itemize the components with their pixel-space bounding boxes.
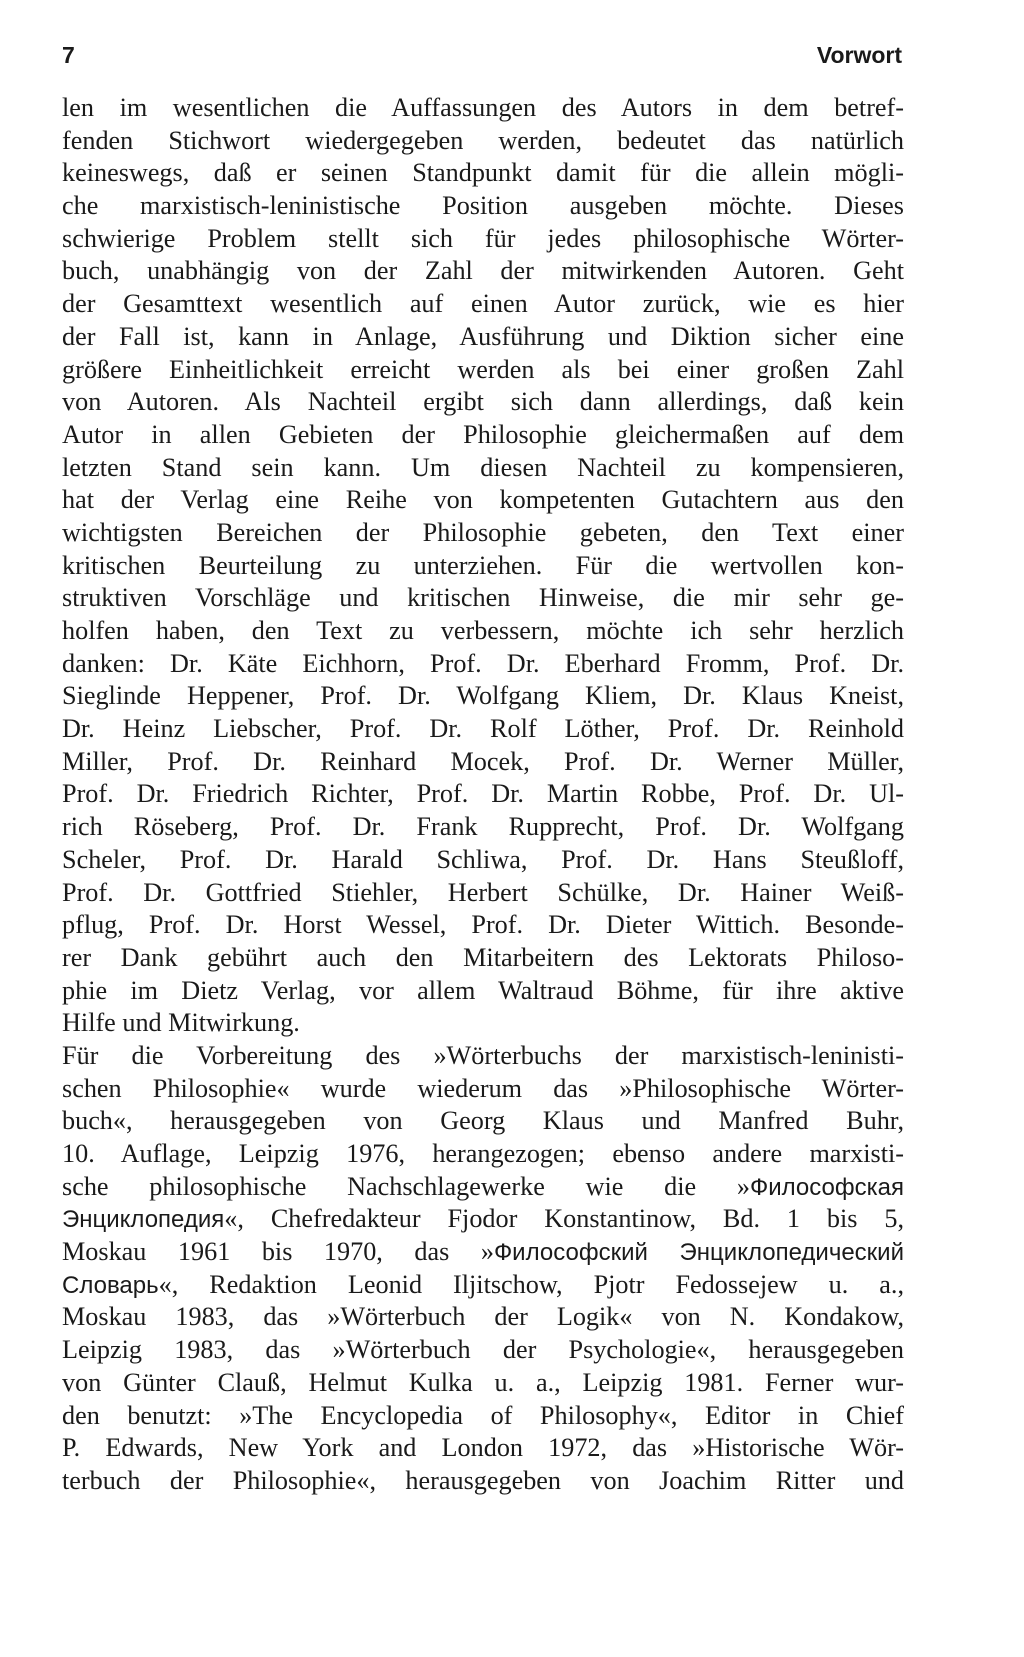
- text-line: Autor in allen Gebieten der Philosophie gleichermaßen auf dem: [62, 419, 904, 449]
- text-segment: sche philosophische Nachschlagewerke wie die »: [62, 1171, 750, 1201]
- text-line: terbuch der Philosophie«, herausgegeben von Joachim Ritter und: [62, 1465, 904, 1495]
- text-line: den benutzt: »The Encyclopedia of Philosophy«, Editor in Chief: [62, 1400, 904, 1430]
- cyrillic-title: Философский Энциклопедический: [493, 1239, 904, 1267]
- text-line: schwierige Problem stellt sich für jedes philosophische Wörter-: [62, 223, 904, 253]
- text-line: von Günter Clauß, Helmut Kulka u. a., Leipzig 1981. Ferner wur-: [62, 1367, 904, 1397]
- cyrillic-title: Философская: [749, 1173, 904, 1201]
- text-line: Prof. Dr. Friedrich Richter, Prof. Dr. Martin Robbe, Prof. Dr. Ul-: [62, 779, 904, 809]
- text-line: holfen haben, den Text zu verbessern, möchte ich sehr herzlich: [62, 616, 904, 645]
- text-line: buch, unabhängig von der Zahl der mitwirkenden Autoren. Geht: [62, 256, 904, 286]
- text-line: len im wesentlichen die Auffassungen des Autors in dem betref-: [62, 93, 904, 122]
- text-line: hat der Verlag eine Reihe von kompetenten Gutachtern aus den: [62, 485, 904, 515]
- text-line: Moskau 1983, das »Wörterbuch der Logik« von N. Kondakow,: [62, 1302, 904, 1332]
- body-text: [62, 92, 904, 1498]
- text-line: pflug, Prof. Dr. Horst Wessel, Prof. Dr. Dieter Wittich. Besonde-: [62, 910, 904, 940]
- text-line: der Fall ist, kann in Anlage, Ausführung und Diktion sicher eine: [62, 321, 904, 351]
- text-line: 10. Auflage, Leipzig 1976, herangezogen; ebenso andere marxisti-: [62, 1139, 904, 1168]
- text-line: Für die Vorbereitung des »Wörterbuchs der marxistisch-leninisti-: [62, 1040, 904, 1070]
- text-line: [62, 1269, 904, 1302]
- text-line: Scheler, Prof. Dr. Harald Schliwa, Prof. Dr. Hans Steußloff,: [62, 844, 904, 874]
- text-line: phie im Dietz Verlag, vor allem Waltraud Böhme, für ihre aktive: [62, 975, 904, 1005]
- text-line: kritischen Beurteilung zu unterziehen. Für die wertvollen kon-: [62, 550, 904, 580]
- text-line: keineswegs, daß er seinen Standpunkt damit für die allein mögli-: [62, 158, 904, 188]
- page-number: 7: [62, 42, 75, 68]
- running-head: Vorwort: [816, 42, 902, 68]
- text-segment: «, Chefredakteur Fjodor Konstantinow, Bd. 1 bis 5,: [224, 1204, 904, 1234]
- text-line: P. Edwards, New York and London 1972, das »Historische Wör-: [62, 1433, 904, 1463]
- text-line: letzten Stand sein kann. Um diesen Nachteil zu kompensieren,: [62, 452, 904, 482]
- text-line: von Autoren. Als Nachteil ergibt sich dann allerdings, daß kein: [62, 387, 904, 417]
- text-line: Leipzig 1983, das »Wörterbuch der Psychologie«, herausgegeben: [62, 1335, 904, 1365]
- text-line: struktiven Vorschläge und kritischen Hinweise, die mir sehr ge-: [62, 583, 904, 613]
- text-line: [62, 1203, 904, 1236]
- text-line: fenden Stichwort wiedergegeben werden, bedeutet das natürlich: [62, 125, 904, 155]
- text-line: rich Röseberg, Prof. Dr. Frank Rupprecht, Prof. Dr. Wolfgang: [62, 812, 904, 842]
- paragraph-acknowledgements: [62, 92, 904, 1040]
- text-line: rer Dank gebührt auch den Mitarbeitern des Lektorats Philoso-: [62, 942, 904, 972]
- text-line: Prof. Dr. Gottfried Stiehler, Herbert Schülke, Dr. Hainer Weiß-: [62, 877, 904, 907]
- text-line: [62, 1171, 904, 1204]
- text-line: schen Philosophie« wurde wiederum das »Philosophische Wörter-: [62, 1073, 904, 1103]
- cyrillic-title: Энциклопедия: [62, 1206, 225, 1234]
- text-line: größere Einheitlichkeit erreicht werden als bei einer großen Zahl: [62, 354, 904, 384]
- text-line: che marxistisch-leninistische Position ausgeben möchte. Dieses: [62, 191, 904, 221]
- text-line: der Gesamttext wesentlich auf einen Autor zurück, wie es hier: [62, 289, 904, 319]
- cyrillic-title: Словарь: [62, 1271, 159, 1299]
- page-header: [62, 42, 902, 72]
- text-line: Miller, Prof. Dr. Reinhard Mocek, Prof. Dr. Werner Müller,: [62, 746, 904, 776]
- text-line: Hilfe und Mitwirkung.: [62, 1008, 300, 1038]
- text-line: buch«, herausgegeben von Georg Klaus und Manfred Buhr,: [62, 1106, 904, 1136]
- text-line: Sieglinde Heppener, Prof. Dr. Wolfgang Kliem, Dr. Klaus Kneist,: [62, 681, 904, 711]
- text-line: wichtigsten Bereichen der Philosophie gebeten, den Text einer: [62, 517, 904, 547]
- text-line: Dr. Heinz Liebscher, Prof. Dr. Rolf Löther, Prof. Dr. Reinhold: [62, 714, 904, 744]
- text-segment: «, Redaktion Leonid Iljitschow, Pjotr Fedossejew u. a.,: [158, 1269, 904, 1299]
- paragraph-sources: [62, 1040, 904, 1498]
- text-line: [62, 1236, 904, 1269]
- text-segment: Moskau 1961 bis 1970, das »: [62, 1237, 494, 1267]
- text-line: danken: Dr. Käte Eichhorn, Prof. Dr. Eberhard Fromm, Prof. Dr.: [62, 648, 904, 678]
